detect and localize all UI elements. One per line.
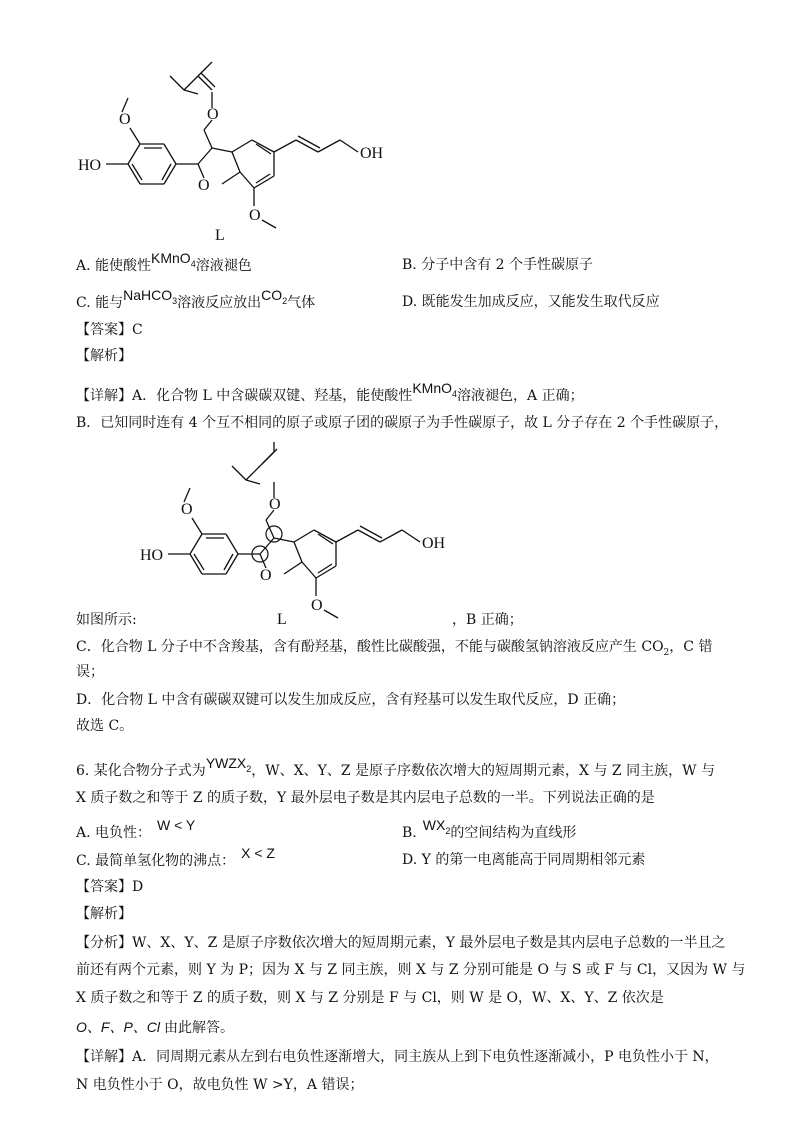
q6-analysis-line3: X 质子数之和等于 Z 的质子数，则 X 与 Z 分别是 F 与 Cl，则 W 是 O，W、X、Y、Z 依次是: [76, 990, 664, 1006]
q6-detail-line2: N 电负性小于 O，故电负性 W >Y，A 错误；: [76, 1077, 364, 1093]
q5-conclusion: 故选 C。: [76, 718, 134, 734]
atom-oh-right: OH: [360, 145, 384, 162]
atom-o: O: [269, 496, 281, 513]
q5-detail-b: B．已知同时连有 4 个互不相同的原子或原子团的碳原子为手性碳原子，故 L 分子存在 2 个手性碳原子，: [76, 415, 729, 431]
molecule-label: L: [277, 611, 287, 628]
q5-detail-a: 【详解】A．化合物 L 中含碳碳双键、羟基，能使酸性KMnO$_4$溶液褪色，A 正确；: [76, 380, 584, 404]
q5-option-a: A. 能使酸性KMnO$_4$溶液褪色: [76, 250, 252, 274]
q5-analysis-label: 【解析】: [76, 348, 132, 364]
q6-detail-line1: 【详解】A．同周期元素从左到右电负性逐渐增大，同主族从上到下电负性逐渐减小，P 电负性小于 N，: [76, 1049, 719, 1065]
atom-o: O: [181, 501, 193, 518]
figure-caption: 如图所示:: [76, 612, 137, 628]
atom-o: O: [260, 567, 272, 584]
q6-option-a: A. 电负性： W < Y: [76, 817, 196, 841]
atom-o: O: [249, 207, 261, 224]
q6-option-c: C. 最简单氢化物的沸点： X < Z: [76, 845, 275, 869]
q5-option-b: B. 分子中含有 2 个手性碳原子: [402, 257, 593, 273]
q5-option-c: C. 能与NaHCO$_3$溶液反应放出$CO_2$气体: [76, 287, 316, 311]
q6-analysis-line2: 前还有两个元素，则 Y 为 P；因为 X 与 Z 同主族，则 X 与 Z 分别可能是 O 与 S 或 F 与 Cl，又因为 W 与: [76, 962, 746, 978]
atom-oh-right: OH: [422, 535, 446, 552]
q6-answer: 【答案】D: [76, 879, 144, 895]
q5-detail-c-line2: 误；: [76, 664, 104, 680]
figure-result: ，B 正确；: [452, 612, 523, 628]
q5-detail-d: D．化合物 L 中含有碳碳双键可以发生加成反应，含有羟基可以发生取代反应，D 正确；: [76, 692, 626, 708]
molecule-label: L: [215, 227, 225, 244]
q6-option-b: B. $WX_2$的空间结构为直线形: [402, 817, 577, 841]
q5-detail-c-line1: C．化合物 L 分子中不含羧基，含有酚羟基，酸性比碳酸强，不能与碳酸氢钠溶液反应产生 $CO_2$，C 错: [76, 639, 713, 658]
chiral-carbon-marker: [266, 526, 282, 542]
q6-analysis-line1: 【分析】W、X、Y、Z 是原子序数依次增大的短周期元素，Y 最外层电子数是其内层电子总数的一半且之: [76, 935, 726, 951]
atom-o: O: [198, 177, 210, 194]
atom-o: O: [119, 111, 131, 128]
q6-analysis-line4: O、F、P、Cl 由此解答。: [76, 1019, 234, 1036]
q6-analysis-label: 【解析】: [76, 906, 132, 922]
atom-ho-left: HO: [140, 547, 164, 564]
molecule-structure-top: [70, 48, 410, 248]
atom-o: O: [311, 597, 323, 614]
q6-stem-line2: X 质子数之和等于 Z 的质子数，Y 最外层电子数是其内层电子总数的一半。下列说法正确的是: [76, 790, 655, 806]
q5-answer: 【答案】C: [76, 322, 143, 338]
q6-stem-line1: 6. 某化合物分子式为$YWZX_2$，W、X、Y、Z 是原子序数依次增大的短周期元素，X 与 Z 同主族，W 与: [76, 755, 715, 779]
molecule-structure-chiral: [132, 438, 472, 628]
atom-o: O: [207, 106, 219, 123]
q6-option-d: D. Y 的第一电离能高于同周期相邻元素: [402, 852, 646, 868]
atom-ho-left: HO: [78, 157, 102, 174]
q5-option-d: D. 既能发生加成反应，又能发生取代反应: [402, 294, 660, 310]
